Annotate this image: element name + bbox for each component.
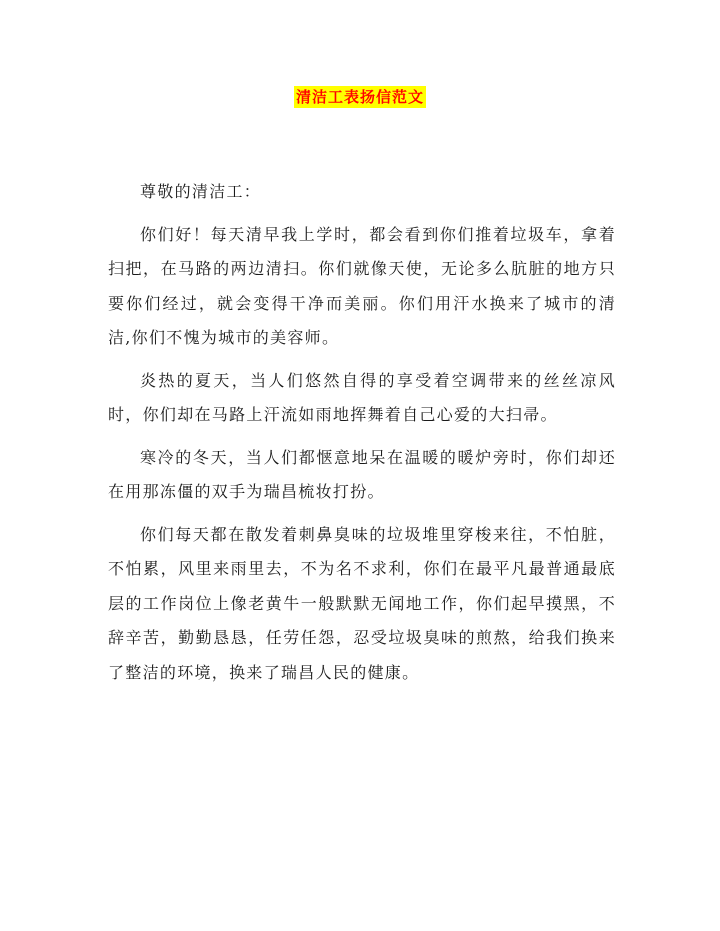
salutation: 尊敬的清洁工：: [140, 182, 262, 201]
paragraph-2: 炎热的夏天，当人们悠然自得的享受着空调带来的丝丝凉风时，你们却在马路上汗流如雨地挥舞着自己心爱的大扫帚。: [108, 370, 616, 424]
paragraph-4: 你们每天都在散发着刺鼻臭味的垃圾堆里穿梭来往，不怕脏，不怕累，风里来雨里去，不为名不求利，你们在最平凡最普通最底层的工作岗位上像老黄牛一般默默无闻地工作，你们起早摸黑，不辞辛苦，勤勤恳恳，任劳任怨，忍受垃圾臭味的煎熬，给我们换来了整洁的环境，换来了瑞昌人民的健康。: [108, 524, 616, 682]
title-container: [0, 86, 720, 108]
document-title: 清洁工表扬信范文: [295, 88, 424, 106]
paragraph-3: 寒冷的冬天，当人们都惬意地呆在温暖的暖炉旁时，你们却还在用那冻僵的双手为瑞昌梳妆打扮。: [108, 447, 616, 501]
paragraph-1: 你们好！每天清早我上学时，都会看到你们推着垃圾车，拿着扫把，在马路的两边清扫。你们就像天使，无论多么肮脏的地方只要你们经过，就会变得干净而美丽。你们用汗水换来了城市的清洁,你们不愧为城市的美容师。: [108, 224, 616, 347]
letter-body: [108, 175, 616, 690]
